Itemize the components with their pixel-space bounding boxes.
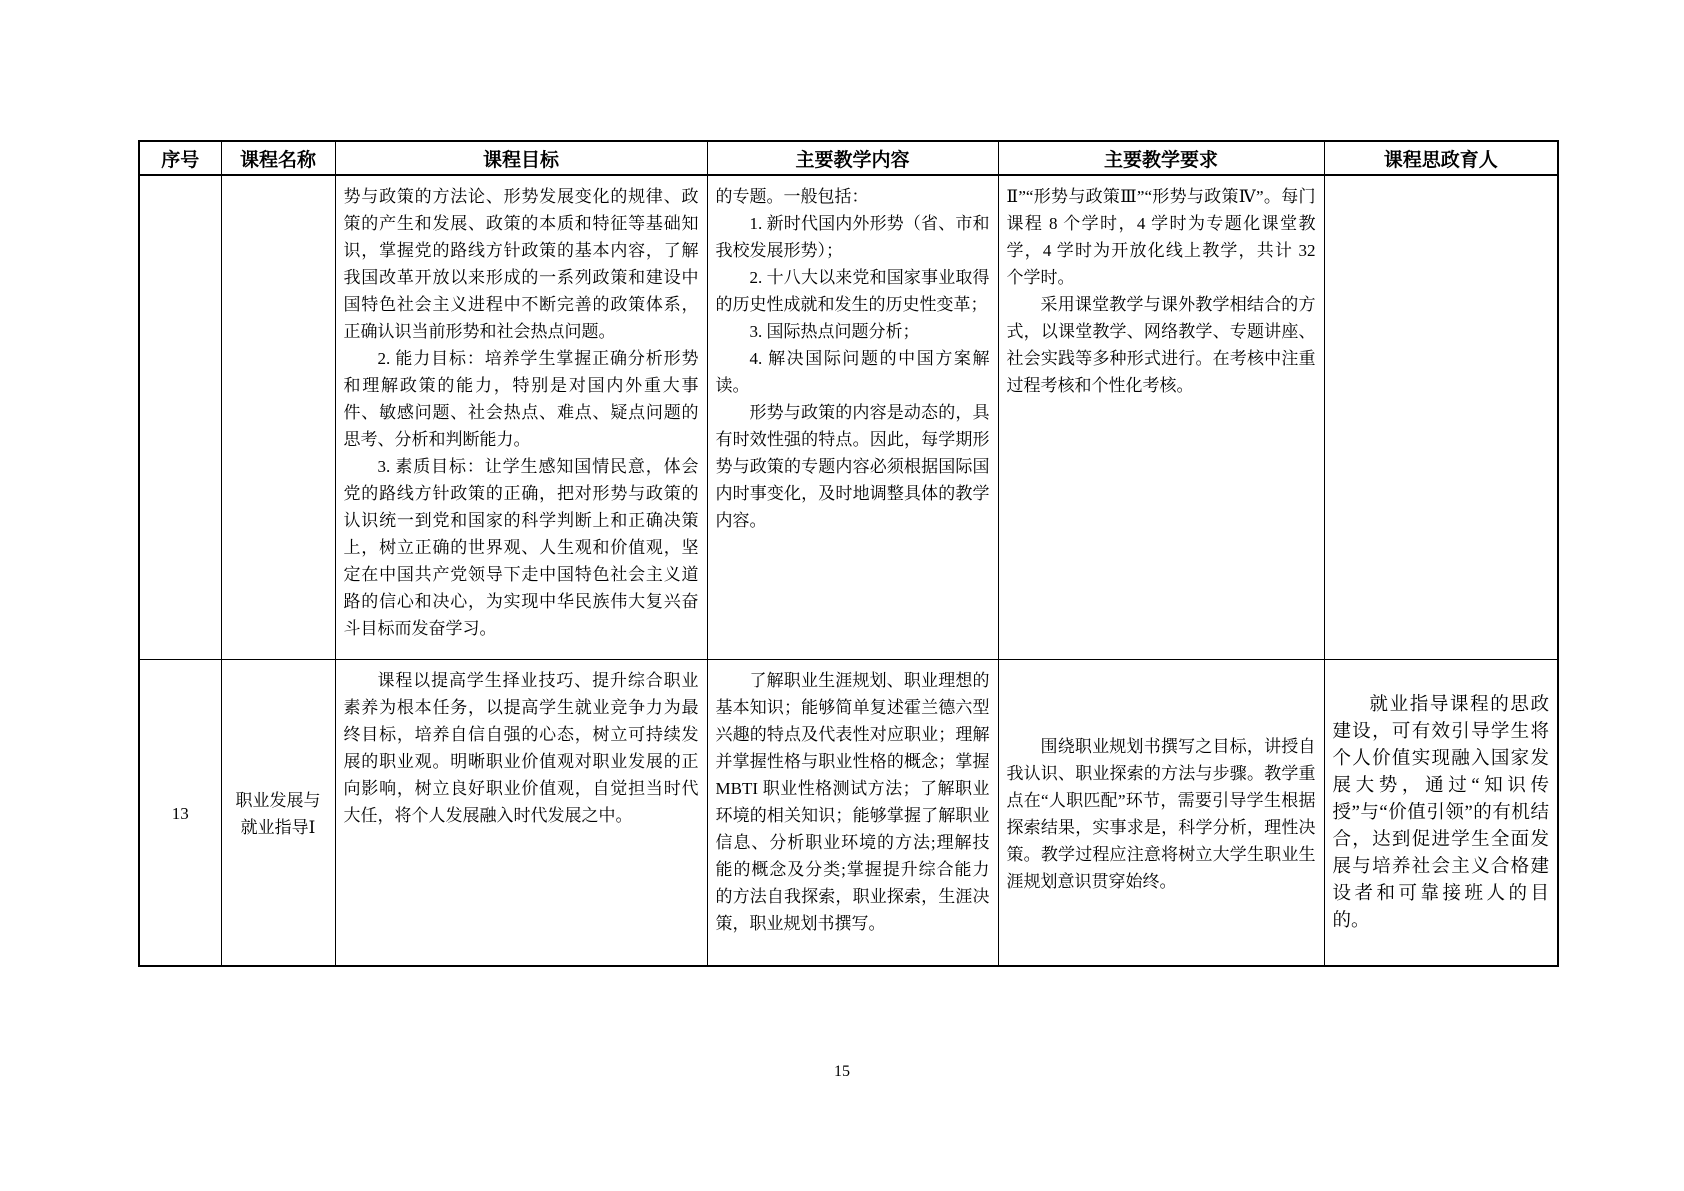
header-serial-number: 序号: [139, 141, 221, 175]
cell-course-name: [221, 175, 335, 659]
cell-course-objectives: 课程以提高学生择业技巧、提升综合职业素养为根本任务，以提高学生就业竞争力为最终目标，培养自信自强的心态，树立可持续发展的职业观。明晰职业价值观对职业发展的正向影响，树立良好职业价值观，自觉担当时代大任，将个人发展融入时代发展之中。: [335, 659, 707, 966]
cell-ideological-education: 就业指导课程的思政建设，可有效引导学生将个人价值实现融入国家发展大势，通过“知识传授”与“价值引领”的有机结合，达到促进学生全面发展与培养社会主义合格建设者和可靠接班人的目的。: [1324, 659, 1558, 966]
page-number: 15: [834, 1063, 850, 1080]
course-plan-table: [138, 140, 1559, 967]
header-teaching-content: 主要教学内容: [707, 141, 998, 175]
cell-course-objectives: 势与政策的方法论、形势发展变化的规律、政策的产生和发展、政策的本质和特征等基础知识，掌握党的路线方针政策的基本内容，了解我国改革开放以来形成的一系列政策和建设中国特色社会主义进程中不断完善的政策体系，正确认识当前形势和社会热点问题。 2. 能力目标：培养学生掌握正确分析形势和理解政策的能力，特别是对国内外重大事件、敏感问题、社会热点、难点、疑点问题的思考、分析和判断能力。 3. 素质目标：让学生感知国情民意，体会党的路线方针政策的正确，把对形势与政策的认识统一到党和国家的科学判断上和正确决策上，树立正确的世界观、人生观和价值观，坚定在中国共产党领导下走中国特色社会主义道路的信心和决心，为实现中华民族伟大复兴奋斗目标而发奋学习。: [335, 175, 707, 659]
table-row-13: [139, 659, 1558, 966]
table-header-row: [139, 141, 1558, 175]
header-course-objectives: 课程目标: [335, 141, 707, 175]
header-teaching-requirements: 主要教学要求: [998, 141, 1324, 175]
cell-course-name: 职业发展与就业指导Ⅰ: [221, 659, 335, 966]
header-course-name: 课程名称: [221, 141, 335, 175]
cell-teaching-requirements: Ⅱ”“形势与政策Ⅲ”“形势与政策Ⅳ”。每门课程 8 个学时，4 学时为专题化课堂教学，4 学时为开放化线上教学，共计 32 个学时。 采用课堂教学与课外教学相结合的方式，以课堂教学、网络教学、专题讲座、社会实践等多种形式进行。在考核中注重过程考核和个性化考核。: [998, 175, 1324, 659]
cell-serial-number: 13: [139, 659, 221, 966]
header-ideological-education: 课程思政育人: [1324, 141, 1558, 175]
cell-teaching-content: 的专题。一般包括： 1. 新时代国内外形势（省、市和我校发展形势）； 2. 十八大以来党和国家事业取得的历史性成就和发生的历史性变革； 3. 国际热点问题分析； 4. 解决国际问题的中国方案解读。 形势与政策的内容是动态的，具有时效性强的特点。因此，每学期形势与政策的专题内容必须根据国际国内时事变化，及时地调整具体的教学内容。: [707, 175, 998, 659]
cell-teaching-content: 了解职业生涯规划、职业理想的基本知识；能够简单复述霍兰德六型兴趣的特点及代表性对应职业；理解并掌握性格与职业性格的概念；掌握 MBTI 职业性格测试方法；了解职业环境的相关知识；能够掌握了解职业信息、分析职业环境的方法;理解技能的概念及分类;掌握提升综合能力的方法自我探索，职业探索，生涯决策，职业规划书撰写。: [707, 659, 998, 966]
table-row-continuation: [139, 175, 1558, 659]
cell-teaching-requirements: 围绕职业规划书撰写之目标，讲授自我认识、职业探索的方法与步骤。教学重点在“人职匹配”环节，需要引导学生根据探索结果，实事求是，科学分析，理性决策。教学过程应注意将树立大学生职业生涯规划意识贯穿始终。: [998, 659, 1324, 966]
cell-ideological-education: [1324, 175, 1558, 659]
cell-serial-number: [139, 175, 221, 659]
